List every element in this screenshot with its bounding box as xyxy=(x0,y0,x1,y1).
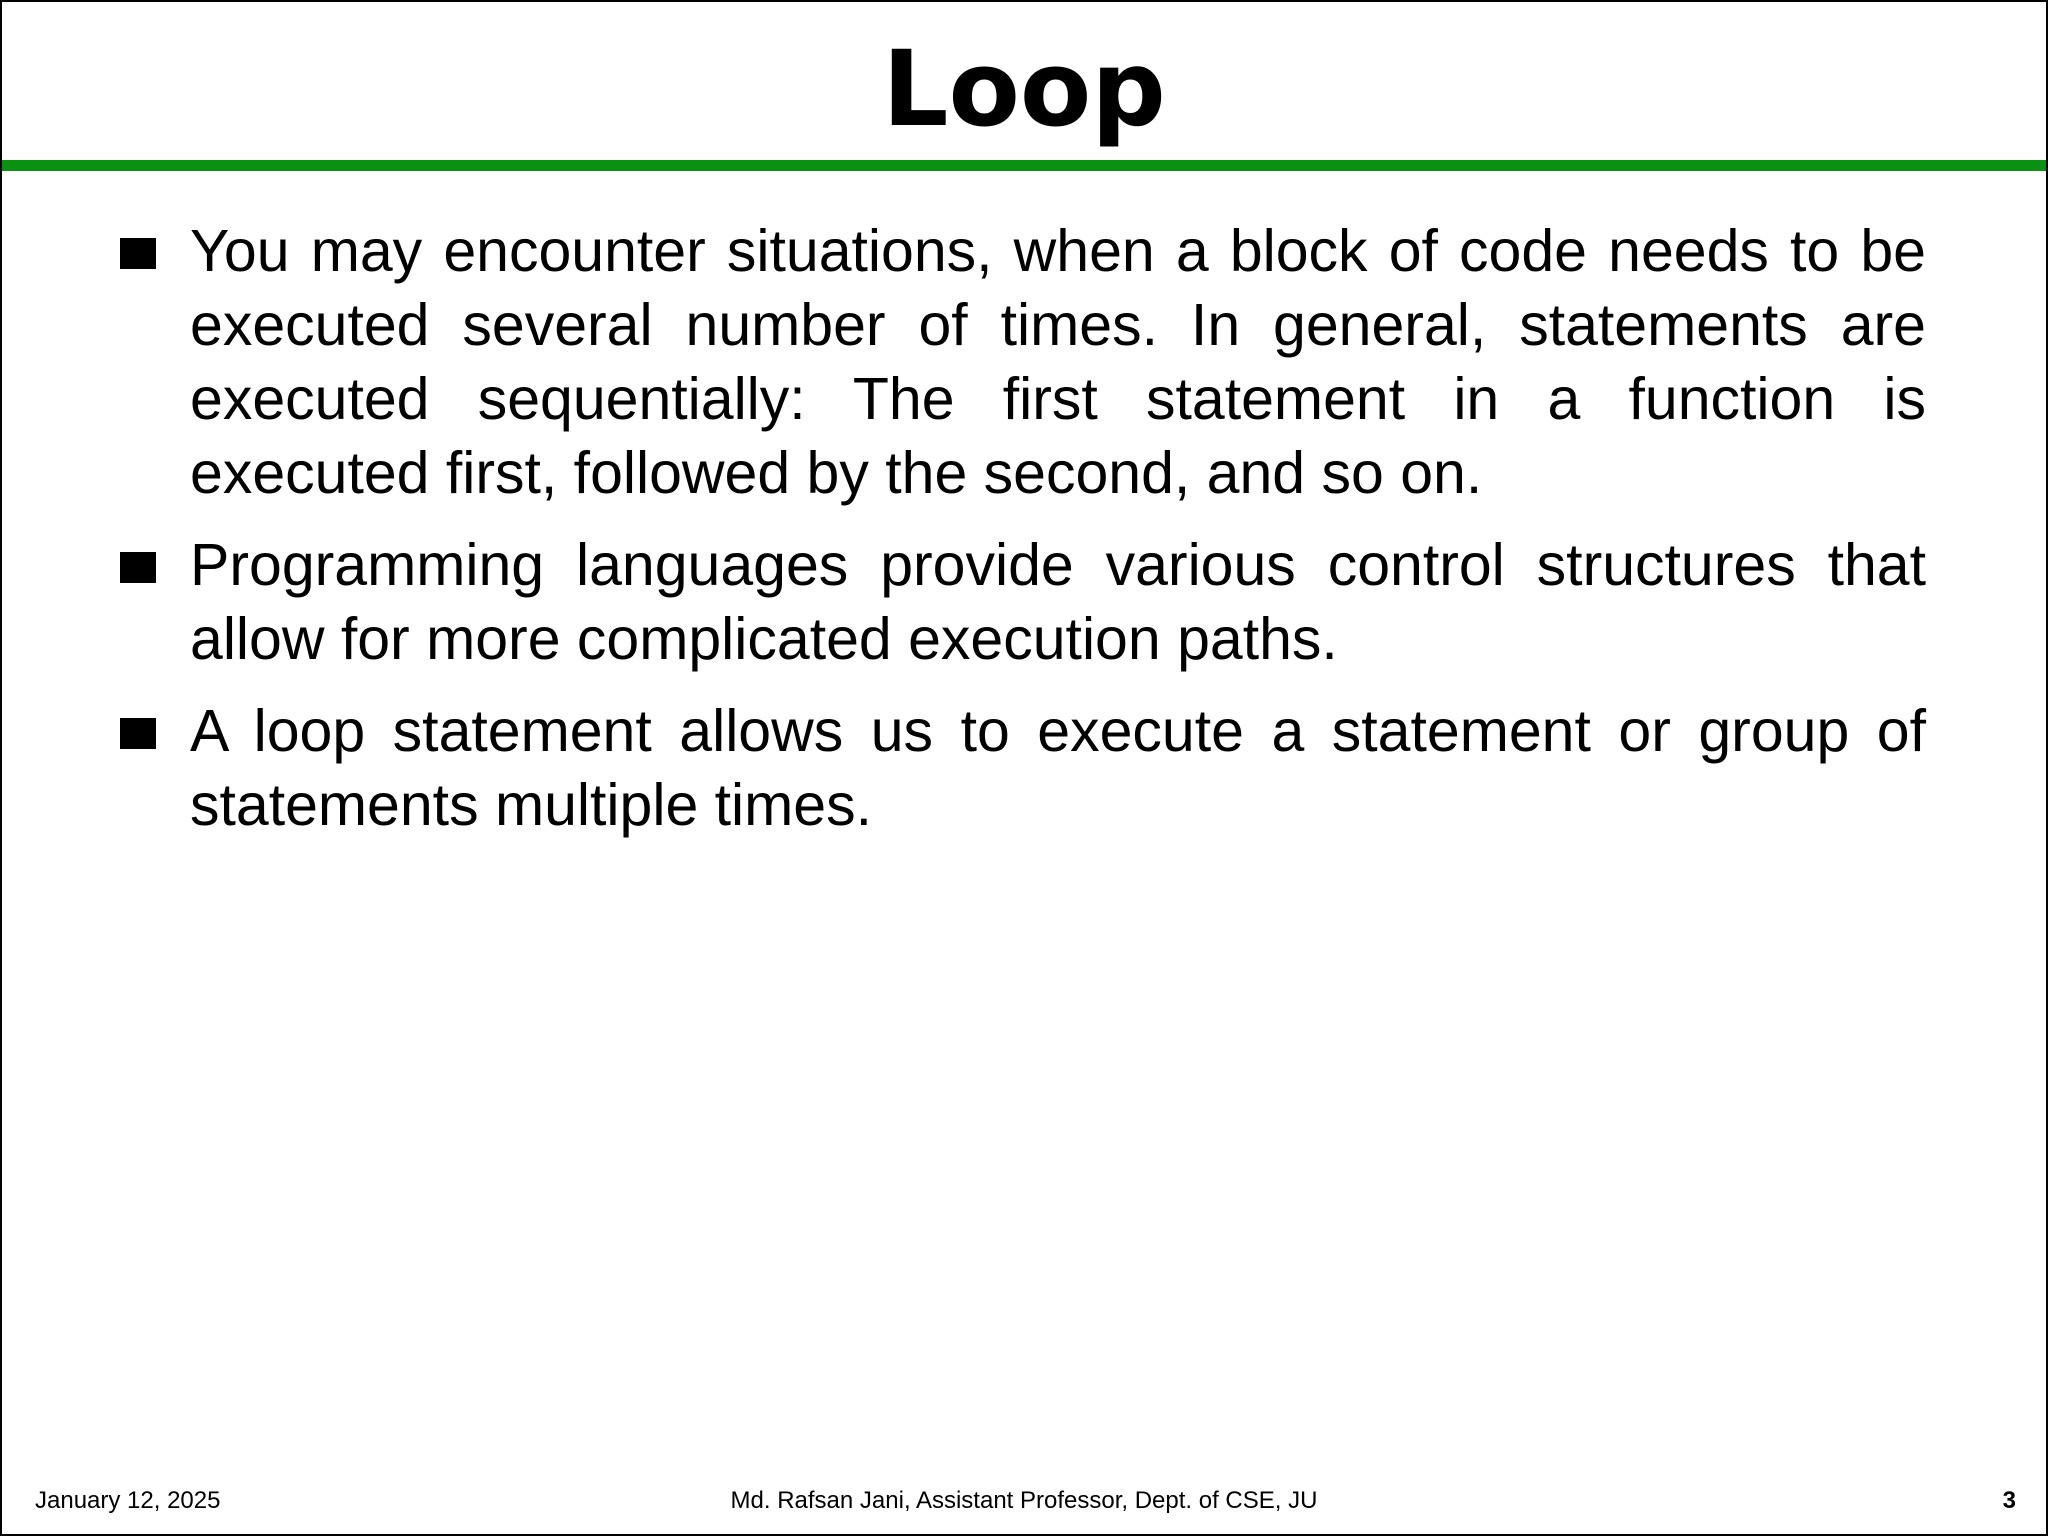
square-bullet-icon xyxy=(120,238,156,269)
slide-title: Loop xyxy=(882,28,1166,150)
page-number: 3 xyxy=(2002,1487,2016,1514)
title-divider xyxy=(2,160,2046,171)
bullet-text: Programming languages provide various control structures that allow for more complicated execution paths. xyxy=(190,532,1926,672)
square-bullet-icon xyxy=(120,718,156,749)
footer-date: January 12, 2025 xyxy=(35,1487,221,1514)
bullet-item xyxy=(120,528,1926,676)
bullet-item xyxy=(120,214,1926,510)
bullet-item xyxy=(120,694,1926,842)
square-bullet-icon xyxy=(120,552,156,583)
bullet-text: A loop statement allows us to execute a statement or group of statements multiple times. xyxy=(190,698,1926,838)
bullet-text: You may encounter situations, when a block of code needs to be executed several number of times. In general, statements are executed sequentially: The first statement in a function is executed first, followed by the second, and so on. xyxy=(190,218,1926,506)
footer-author: Md. Rafsan Jani, Assistant Professor, Dept. of CSE, JU xyxy=(730,1487,1318,1514)
bullet-list xyxy=(120,214,1926,860)
